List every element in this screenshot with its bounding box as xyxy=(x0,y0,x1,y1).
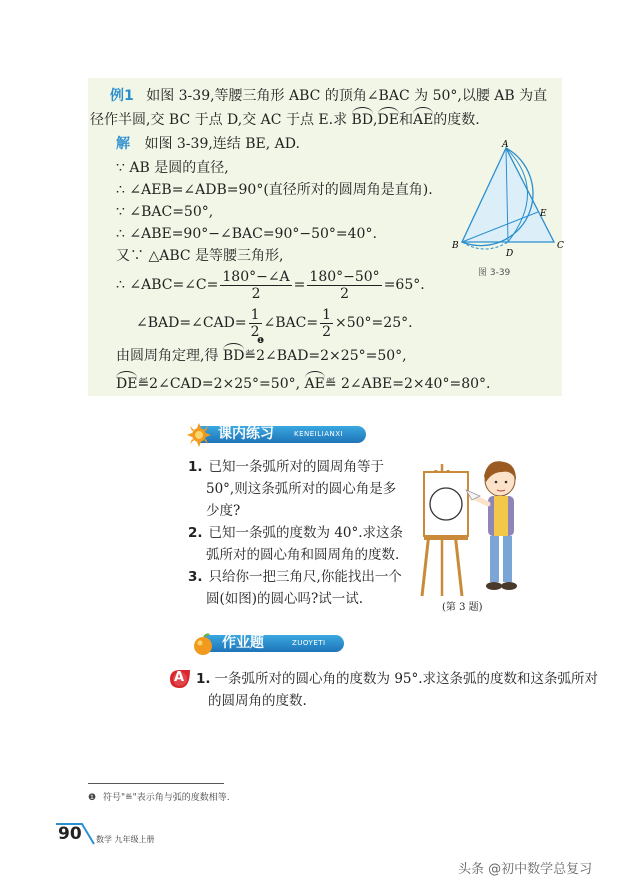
solution-line-0 xyxy=(116,134,300,154)
half-num: 1 xyxy=(250,306,260,323)
fraction-half-2 xyxy=(320,307,333,340)
item-line: 圆(如图)的圆心吗?试一试. xyxy=(206,591,364,607)
half-den: 2 xyxy=(250,323,260,340)
solution-line-6 xyxy=(116,268,425,304)
arc-ae: AE xyxy=(412,112,434,128)
point-a: A xyxy=(502,140,509,150)
practice-item-3 xyxy=(188,566,402,610)
arc-bd: BD xyxy=(351,112,374,128)
fraction-1-num: 180°−∠A xyxy=(222,268,290,285)
half-den-2: 2 xyxy=(322,323,332,340)
practice-subtitle: KENEILIANXI xyxy=(294,430,344,438)
solution-line-8 xyxy=(116,346,407,366)
homework-title: 作业题 xyxy=(222,635,264,651)
illustration-caption: (第 3 题) xyxy=(442,602,483,613)
footnote xyxy=(88,790,230,803)
page-number: 90 xyxy=(58,824,82,844)
item-line: 弧所对的圆心角和圆周角的度数. xyxy=(206,547,400,563)
separator: , xyxy=(373,112,378,128)
example-text-1: 如图 3-39,等腰三角形 ABC 的顶角∠BAC 为 50°,以腰 AB 为直 xyxy=(146,88,548,104)
point-e: E xyxy=(540,209,547,219)
practice-item-2 xyxy=(188,522,403,566)
boy-easel-illustration xyxy=(416,450,528,600)
example-line-1 xyxy=(110,86,547,106)
item-num: 1. xyxy=(188,459,203,475)
solution-line-7 xyxy=(136,306,413,342)
solution-line-2: ∴ ∠AEB=∠ADB=90°(直径所对的圆周角是直角). xyxy=(116,182,433,198)
solution-line-3: ∵ ∠BAC=50°, xyxy=(116,204,214,220)
homework-line: 一条弧所对的圆心角的度数为 95°.求这条弧的度数和这条弧所对 xyxy=(214,671,599,687)
solution-line-1: ∵ AB 是圆的直径, xyxy=(116,160,229,176)
half-num-2: 1 xyxy=(322,306,332,323)
example-label: 例1 xyxy=(110,88,134,104)
s7-post: ×50°=25°. xyxy=(335,315,413,331)
item-line: 只给你一把三角尺,你能找出一个 xyxy=(208,569,402,585)
item-line: 已知一条弧所对的圆周角等于 xyxy=(208,459,385,475)
practice-title: 课内练习 xyxy=(218,426,274,442)
example-text-2a: 径作半圆,交 BC 于点 D,交 AC 于点 E.求 xyxy=(90,112,352,128)
fraction-1 xyxy=(220,269,291,302)
s7-pre: ∠BAD=∠CAD= xyxy=(136,315,247,331)
solution-label: 解 xyxy=(116,136,130,152)
item-line: 少度? xyxy=(206,503,241,519)
sun-icon xyxy=(186,423,212,447)
solution-text-0: 如图 3-39,连结 BE, AD. xyxy=(144,136,300,152)
fraction-2 xyxy=(307,269,381,302)
fraction-2-num: 180°−50° xyxy=(309,268,380,285)
point-c: C xyxy=(557,241,564,251)
point-b: B xyxy=(452,241,459,251)
s9-post: ≝ 2∠ABE=2×40°=80°. xyxy=(324,376,491,392)
item-line: 已知一条弧的度数为 40°.求这条 xyxy=(208,525,404,541)
badge-letter: A xyxy=(174,670,185,685)
arc-ae-2: AE xyxy=(304,376,325,392)
fruit-icon xyxy=(190,632,216,656)
footnote-rule xyxy=(88,783,224,784)
homework-banner xyxy=(190,632,350,654)
practice-banner xyxy=(186,423,366,445)
and-word: 和 xyxy=(398,112,413,128)
item-num: 3. xyxy=(188,569,203,585)
arc-bd-2: BD xyxy=(222,348,245,364)
point-d: D xyxy=(506,249,514,259)
fraction-2-den: 2 xyxy=(340,285,349,302)
homework-num: 1. xyxy=(196,671,211,687)
homework-line: 的圆周角的度数. xyxy=(208,693,307,709)
book-title: 数学 九年级上册 xyxy=(96,835,155,844)
fraction-1-den: 2 xyxy=(251,285,261,302)
watermark: 头条 @初中数学总复习 xyxy=(458,862,593,877)
practice-item-1 xyxy=(188,456,396,522)
footnote-mark: ❶ xyxy=(88,793,97,803)
solution-line-5: 又∵ △ABC 是等腰三角形, xyxy=(116,248,284,264)
arc-de-2: DE xyxy=(116,376,138,392)
example-line-2 xyxy=(90,110,480,130)
s8-eq: ≝2∠BAD=2×25°=50°, xyxy=(244,348,407,364)
equals: = xyxy=(293,277,306,293)
s6-pre: ∴ ∠ABC=∠C= xyxy=(116,277,219,293)
arc-de: DE xyxy=(377,112,399,128)
figure-caption: 图 3-39 xyxy=(478,268,511,278)
footnote-text: 符号"≝"表示角与弧的度数相等. xyxy=(102,793,230,803)
item-num: 2. xyxy=(188,525,203,541)
footnote-marker: ❶ xyxy=(257,336,265,345)
s7-mid: ∠BAC= xyxy=(263,315,319,331)
figure-3-39 xyxy=(448,140,568,280)
s6-post: =65°. xyxy=(383,277,425,293)
homework-subtitle: ZUOYETI xyxy=(292,639,326,647)
fraction-half-1 xyxy=(249,307,262,340)
s9-mid: ≝2∠CAD=2×25°=50°, xyxy=(137,376,305,392)
example-text-2b: 的度数. xyxy=(433,112,480,128)
solution-line-4: ∴ ∠ABE=90°−∠BAC=90°−50°=40°. xyxy=(116,226,377,242)
s8-pre: 由圆周角定理,得 xyxy=(116,348,223,364)
item-line: 50°,则这条弧所对的圆心角是多 xyxy=(206,481,397,497)
homework-item-1 xyxy=(196,668,598,712)
solution-line-9 xyxy=(116,374,490,394)
